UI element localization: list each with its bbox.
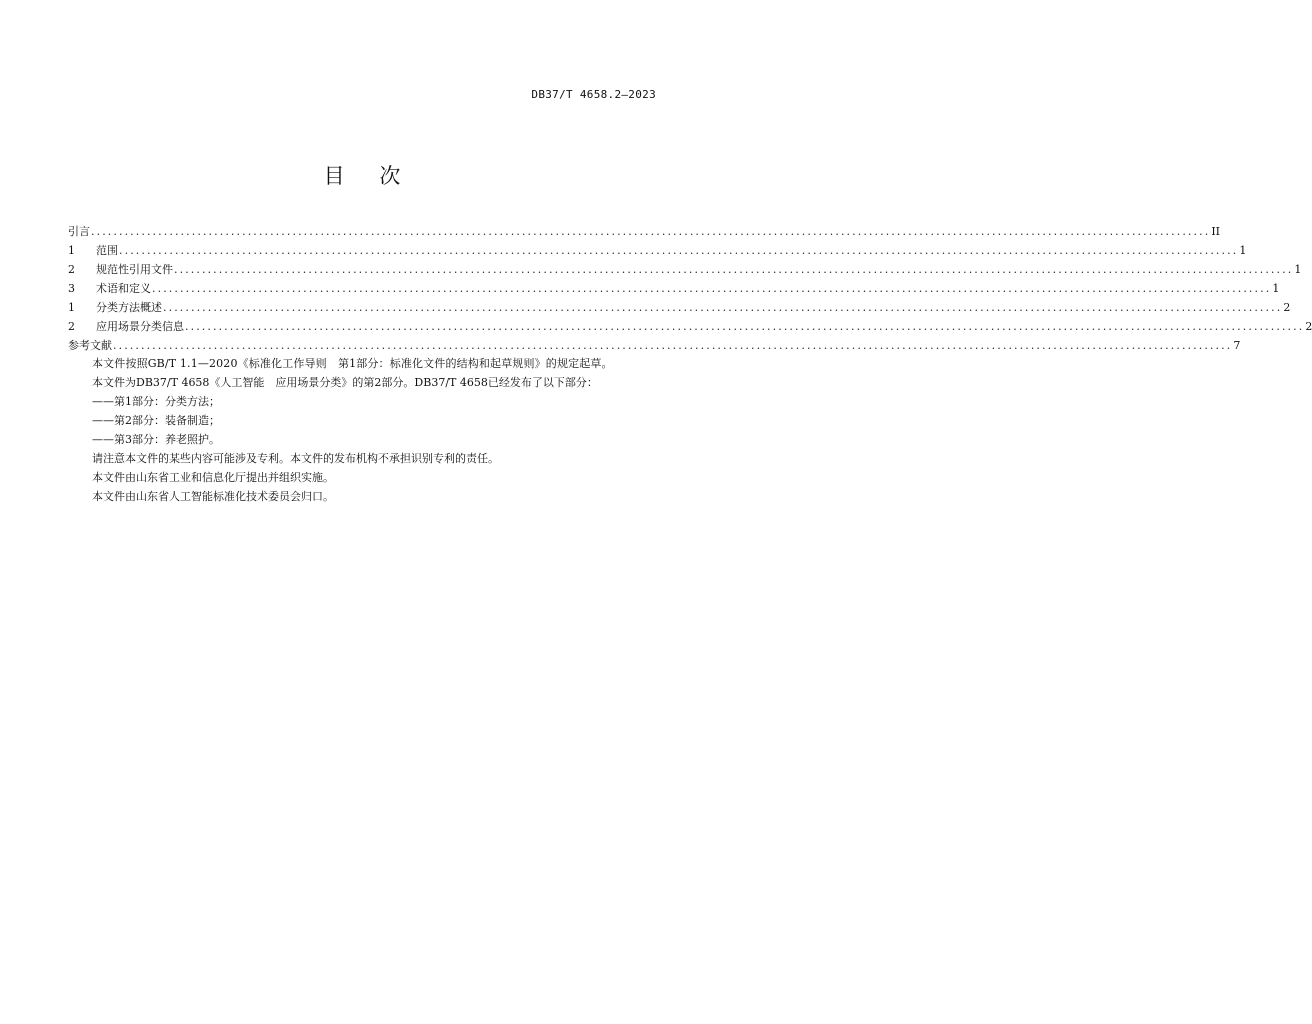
- page-title: 目 次: [323, 164, 415, 188]
- foreword-body: [68, 354, 656, 506]
- paragraph: 本文件按照GB/T 1.1—2020《标准化工作导则 第1部分：标准化文件的结构和起草规则》的规定起草。: [92, 357, 613, 370]
- paragraph: 请注意本文件的某些内容可能涉及专利。本文件的发布机构不承担识别专利的责任。: [92, 452, 499, 465]
- toc-entry-label: 规范性引用文件: [96, 263, 173, 276]
- list-item: ——第2部分：装备制造；: [92, 414, 220, 427]
- toc-entry-number: 1: [68, 244, 75, 257]
- table-of-contents: [68, 222, 1312, 355]
- toc-entry[interactable]: [68, 336, 1241, 355]
- list-item: ——第3部分：养老照护。: [92, 433, 220, 446]
- toc-leader-dots: ........................................................................................................................................................................................................: [119, 244, 1239, 257]
- paragraph: 本文件由山东省人工智能标准化技术委员会归口。: [92, 490, 334, 503]
- toc-entry-number: 3: [68, 282, 75, 295]
- toc-entry-number: 2: [68, 320, 75, 333]
- list-item: ——第1部分：分类方法；: [92, 395, 220, 408]
- toc-leader-dots: ........................................................................................................................................................................................................: [174, 263, 1294, 276]
- toc-entry[interactable]: [68, 279, 1280, 298]
- toc-entry-page: 1: [1294, 263, 1302, 276]
- toc-leader-dots: ........................................................................................................................................................................................................: [113, 339, 1233, 352]
- toc-leader-dots: ........................................................................................................................................................................................................: [152, 282, 1272, 295]
- toc-entry[interactable]: [68, 260, 1302, 279]
- toc-entry-label: 引言: [68, 225, 90, 238]
- toc-entry[interactable]: [68, 317, 1312, 336]
- toc-entry-page: 1: [1239, 244, 1247, 257]
- toc-entry-label: 参考文献: [68, 339, 112, 352]
- toc-entry-label: 范围: [96, 244, 118, 257]
- toc-leader-dots: ........................................................................................................................................................................................................: [163, 301, 1283, 314]
- toc-entry-number: 1: [68, 301, 75, 314]
- toc-entry-number: 2: [68, 263, 75, 276]
- toc-entry-label: 分类方法概述: [96, 301, 162, 314]
- toc-leader-dots: ........................................................................................................................................................................................................: [91, 225, 1211, 238]
- toc-entry-page: II: [1211, 225, 1221, 238]
- toc-entry-page: 7: [1233, 339, 1241, 352]
- paragraph: 本文件为DB37/T 4658《人工智能 应用场景分类》的第2部分。DB37/T 4658已经发布了以下部分：: [92, 376, 598, 389]
- toc-entry[interactable]: [68, 222, 1221, 241]
- toc-entry[interactable]: [68, 298, 1291, 317]
- toc-entry-page: 1: [1272, 282, 1280, 295]
- paragraph: 本文件由山东省工业和信息化厅提出并组织实施。: [92, 471, 334, 484]
- toc-entry[interactable]: [68, 241, 1247, 260]
- toc-entry-label: 应用场景分类信息: [96, 320, 184, 333]
- toc-entry-label: 术语和定义: [96, 282, 151, 295]
- document-id: DB37/T 4658.2—2023: [531, 88, 656, 101]
- toc-leader-dots: ........................................................................................................................................................................................................: [185, 320, 1305, 333]
- toc-entry-page: 2: [1305, 320, 1312, 333]
- toc-entry-page: 2: [1283, 301, 1291, 314]
